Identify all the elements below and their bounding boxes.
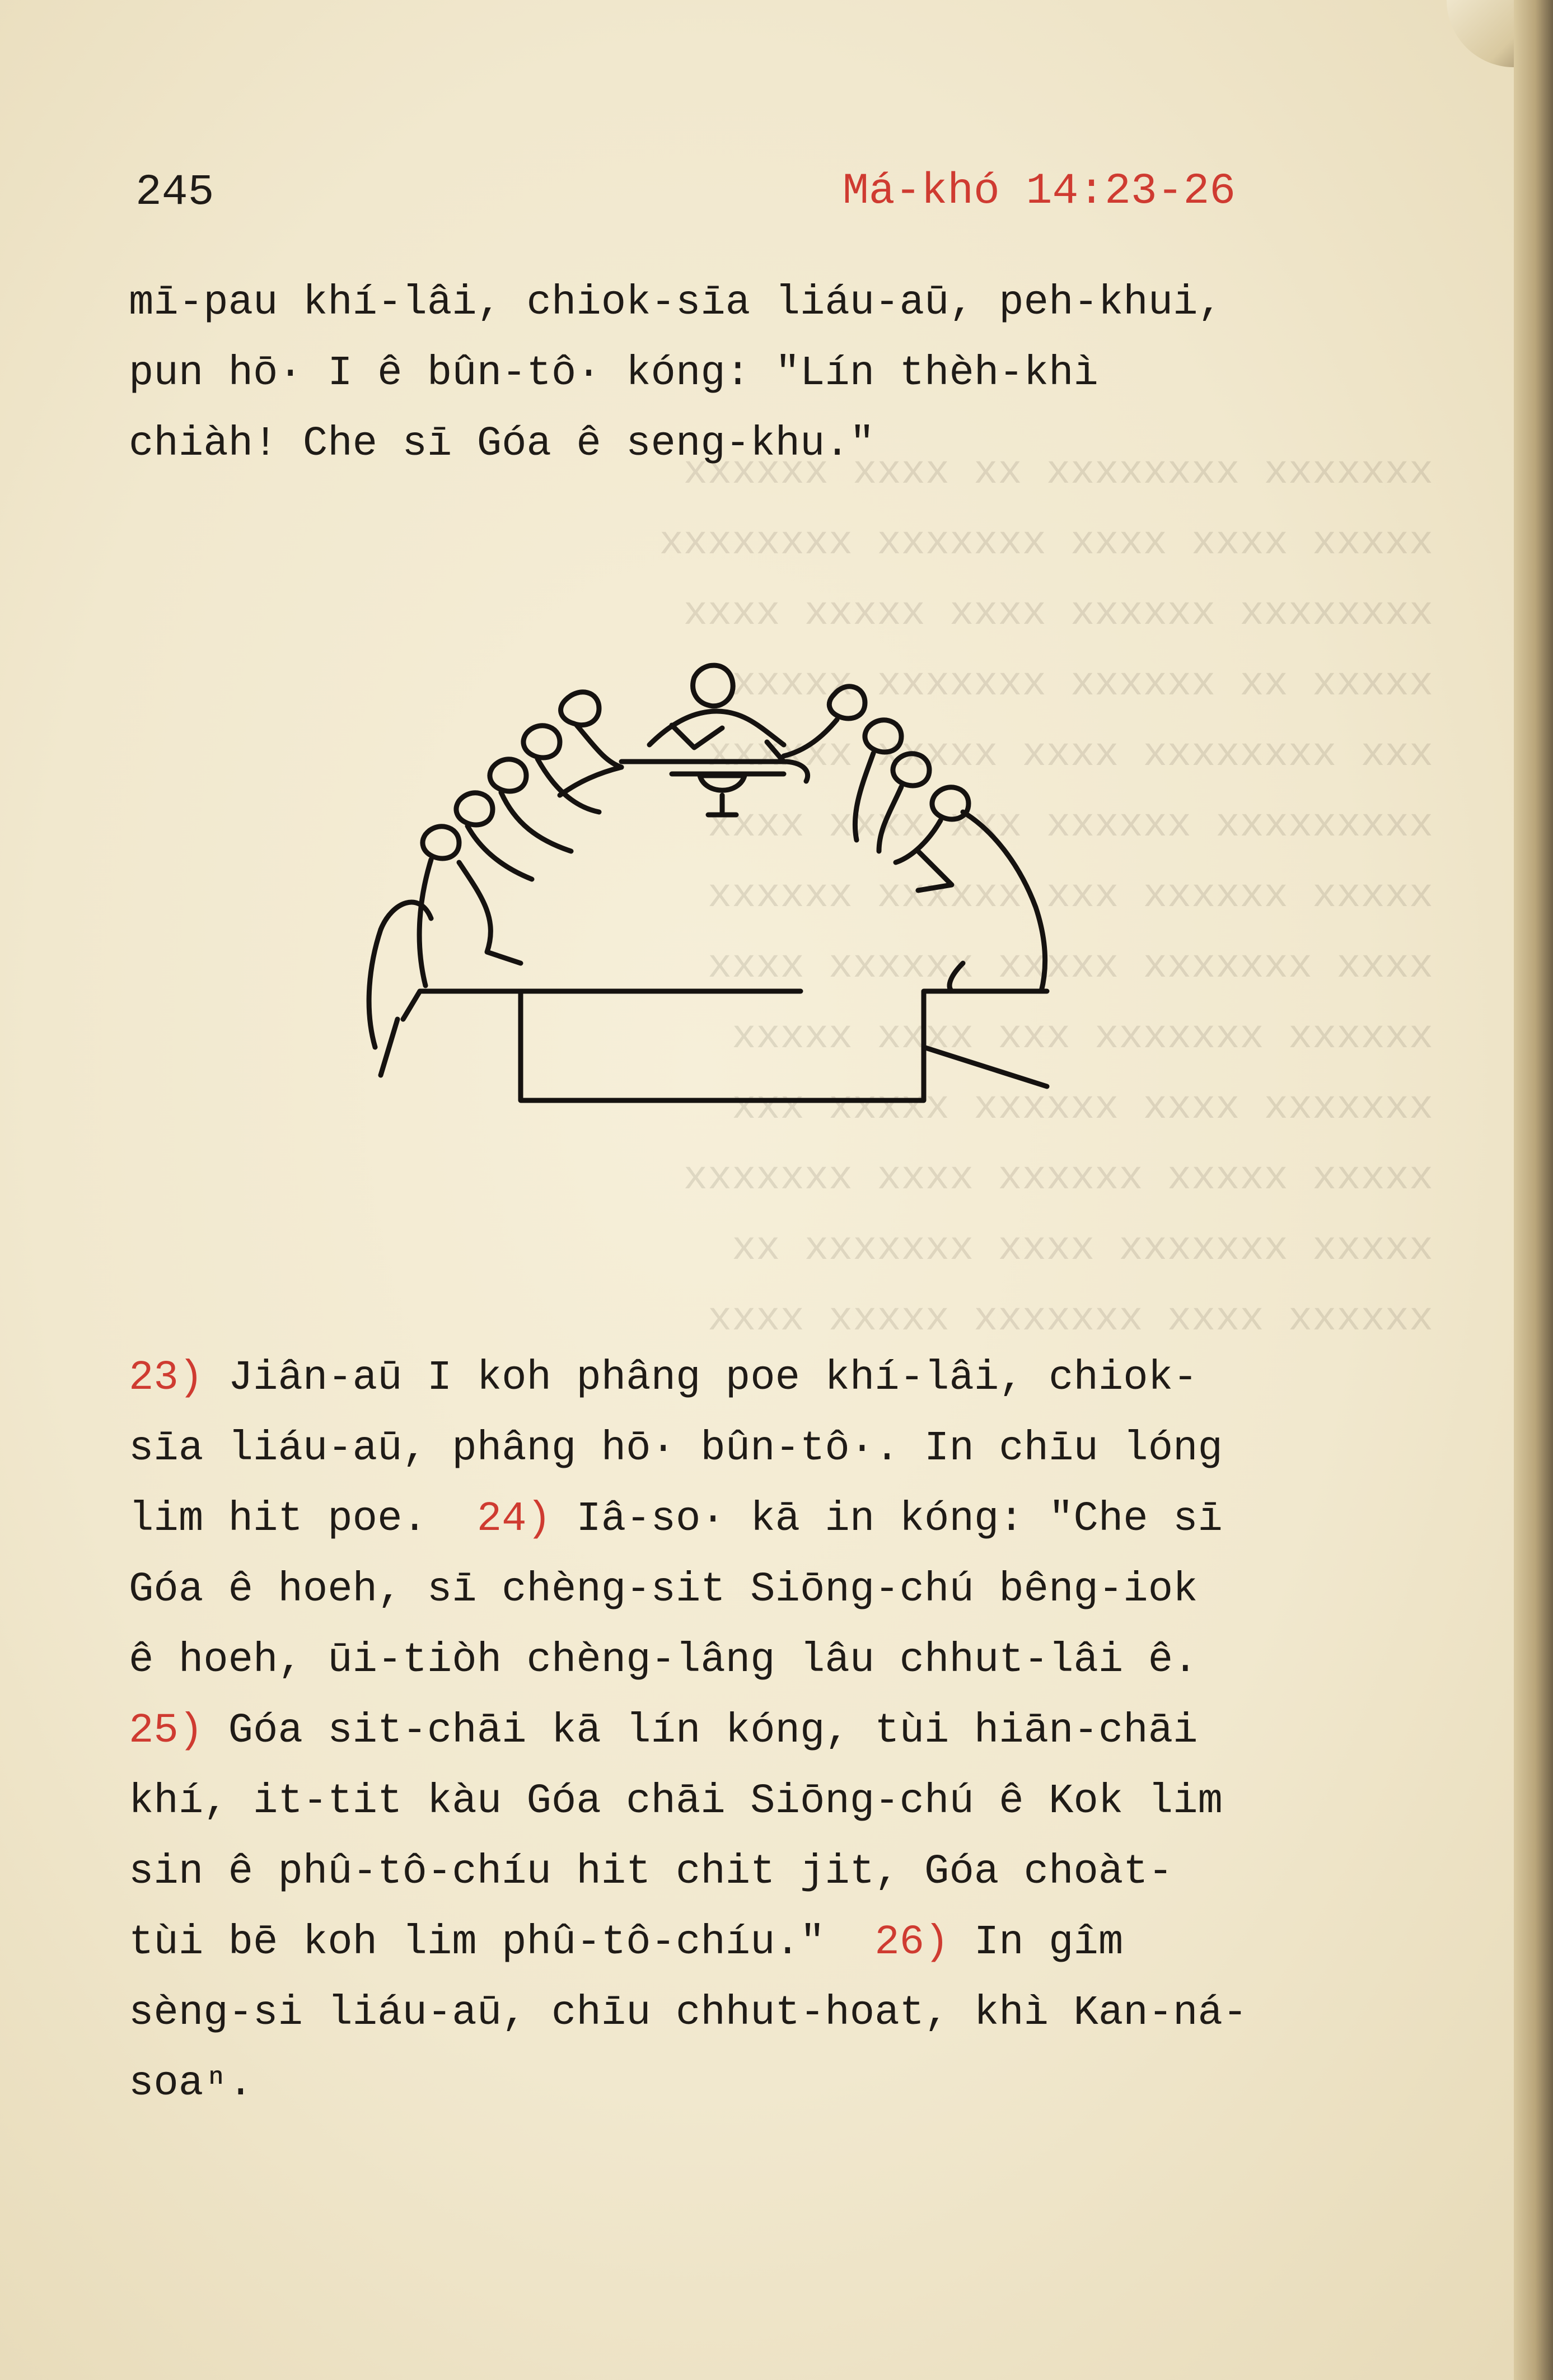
last-supper-illustration	[358, 627, 1108, 1137]
verse-ref-23: 23)	[129, 1355, 204, 1402]
text-line: 25) Góa sit-chāi kā lín kóng, tùi hiān-chāi	[129, 1707, 1198, 1754]
text-line: chiàh! Che sī Góa ê seng-khu."	[129, 421, 875, 468]
page-number: 245	[135, 168, 214, 217]
text-line: Góa ê hoeh, sī chèng-sit Siōng-chú bêng-iok	[129, 1566, 1198, 1613]
text-line: sin ê phû-tô-chíu hit chit jit, Góa choàt-	[129, 1849, 1173, 1896]
top-paragraph	[129, 268, 1388, 479]
text-line: soaⁿ.	[129, 2060, 254, 2107]
text-line: khí, it-tit kàu Góa chāi Siōng-chú ê Kok lim	[129, 1778, 1223, 1825]
bleed-through-text: xxxxxxx xxxxxxxx xx xxxx xxxxxx xxxxx xxxx xxxx xxxxxxx xxxxxxxx xxxxxxxx xxxxxx xxxx xxxxx xxxx xxxxx xx xxxxxx xxxxxxx xxxxx xxx xxxxxxxx xxxx xxxxx xxxxxx xxxxxxxxx xxxxxx xxx xxxx xxxx xxxxx xxxxxx xxx xxxxxx xxxxxx xxxx xxxxxxx xxxxx xxxxxx xxxx xxxxxx xxxxxxx xxx xxxx xxxxx xxxxxxx xxxx xxxxxx xxxxx xxx xxxxx xxxxx xxxxxx xxxx xxxxxxx xxxxx xxxxxxx xxxx xxxxxxx xx xxxxxx xxxx xxxxxxx xxxxx xxxx	[659, 449, 1433, 1342]
text-line: sīa liáu-aū, phâng hō· bûn-tô·. In chīu lóng	[129, 1425, 1223, 1472]
page-edge-shadow	[1514, 0, 1553, 2380]
verse-ref-24: 24)	[476, 1496, 551, 1543]
verse-paragraph	[129, 1343, 1388, 2119]
text-line: 23) Jiân-aū I koh phâng poe khí-lâi, chiok-	[129, 1355, 1198, 1402]
text-line: sèng-si liáu-aū, chīu chhut-hoat, khì Kan-ná-	[129, 1990, 1248, 2037]
verse-ref-25: 25)	[129, 1707, 204, 1754]
text-line: ê hoeh, ūi-tiòh chèng-lâng lâu chhut-lâi ê.	[129, 1637, 1198, 1684]
running-head: Má-khó 14:23-26	[843, 167, 1236, 216]
text-line: pun hō· I ê bûn-tô· kóng: "Lín thèh-khì	[129, 350, 1098, 397]
text-line: mī-pau khí-lâi, chiok-sīa liáu-aū, peh-khui,	[129, 279, 1223, 326]
text-line: tùi bē koh lim phû-tô-chíu." 26) In gîm	[129, 1919, 1124, 1966]
text-line: lim hit poe. 24) Iâ-so· kā in kóng: "Che sī	[129, 1496, 1223, 1543]
verse-ref-26: 26)	[874, 1919, 949, 1966]
